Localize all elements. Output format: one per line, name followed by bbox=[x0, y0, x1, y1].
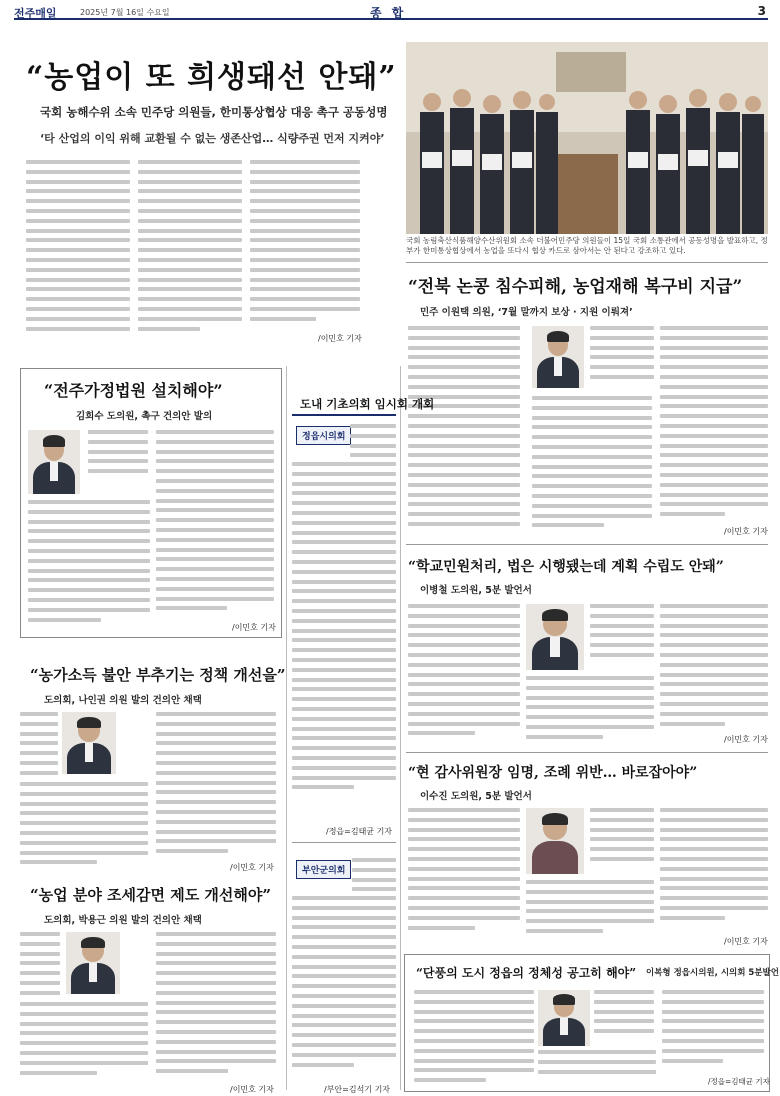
city-body-col2a bbox=[594, 990, 654, 1046]
flood-headline: “전북 논콩 침수피해, 농업재해 복구비 지급” bbox=[408, 277, 743, 297]
flood-body-col2b bbox=[532, 396, 652, 536]
press-conference-photo bbox=[406, 42, 768, 234]
school-body-col1 bbox=[408, 604, 520, 744]
school-reporter: /이민호 기자 bbox=[724, 735, 768, 744]
school-body-col2b bbox=[526, 676, 654, 746]
city-body-col3 bbox=[662, 990, 764, 1070]
school-byline: 이병철 도의원, 5분 발언서 bbox=[420, 585, 532, 596]
audit-byline: 이수진 도의원, 5분 발언서 bbox=[420, 791, 532, 802]
politician-portrait-lee-soojin bbox=[526, 808, 584, 874]
buan-reporter: /부안=김석기 기자 bbox=[324, 1085, 391, 1094]
flood-body-col3 bbox=[660, 326, 768, 526]
audit-body-col2a bbox=[590, 808, 654, 868]
farm-income-headline: “농가소득 불안 부추기는 정책 개선을” bbox=[30, 666, 286, 684]
farm-income-body-col2 bbox=[156, 712, 276, 862]
farm-income-body-top bbox=[20, 712, 58, 782]
audit-headline: “현 감사위원장 임명, 조례 위반… 바로잡아야” bbox=[408, 765, 698, 781]
divider bbox=[406, 262, 768, 263]
city-headline: “단풍의 도시 정읍의 정체성 공고히 해야” bbox=[416, 966, 637, 980]
farm-tax-headline: “농업 분야 조세감면 제도 개선해야” bbox=[30, 886, 272, 904]
family-court-byline: 김희수 도의원, 촉구 건의안 발의 bbox=[76, 411, 213, 422]
school-headline: “학교민원처리, 법은 시행됐는데 계획 수립도 안돼” bbox=[408, 559, 724, 575]
newspaper-logo: 전주매일 bbox=[14, 7, 57, 20]
column-divider bbox=[286, 366, 287, 1090]
farm-tax-body-top bbox=[20, 932, 60, 1002]
farm-tax-body-col2 bbox=[156, 932, 276, 1082]
issue-date: 2025년 7월 16일 수요일 bbox=[80, 8, 170, 17]
buan-council-tag: 부안군의회 bbox=[296, 860, 351, 879]
farm-income-byline: 도의회, 나인권 의원 발의 건의안 채택 bbox=[44, 695, 202, 706]
divider bbox=[406, 544, 768, 545]
council-body-jeongeup bbox=[292, 462, 396, 796]
family-court-headline: “전주가정법원 설치해야” bbox=[44, 381, 223, 400]
council-body-top bbox=[350, 424, 396, 460]
audit-reporter: /이민호 기자 bbox=[724, 937, 768, 946]
politician-portrait-park-yonggeun bbox=[66, 932, 120, 994]
jeongeup-reporter: /정읍=김태균 기자 bbox=[326, 827, 393, 836]
politician-portrait-lee-byungchul bbox=[526, 604, 584, 670]
city-body-col1 bbox=[414, 990, 534, 1082]
farm-tax-body-col1 bbox=[20, 1002, 148, 1082]
audit-body-col2b bbox=[526, 880, 654, 940]
lead-subhead: 국회 농해수위 소속 민주당 의원들, 한미통상협상 대응 촉구 공동성명 bbox=[40, 105, 388, 119]
flood-reporter: /이민호 기자 bbox=[724, 527, 768, 536]
lead-reporter: /이민호 기자 bbox=[318, 334, 362, 343]
family-court-body-col2 bbox=[156, 430, 274, 620]
farm-income-reporter: /이민호 기자 bbox=[230, 863, 274, 872]
masthead bbox=[14, 4, 768, 20]
divider bbox=[406, 752, 768, 753]
politician-portrait-lee-wontaek bbox=[532, 326, 584, 388]
lead-body-col2 bbox=[138, 160, 242, 340]
press-conference-image bbox=[406, 42, 768, 234]
jeongeup-council-tag: 정읍시의회 bbox=[296, 426, 351, 445]
lead-headline: “농업이 또 희생돼선 안돼” bbox=[26, 60, 397, 95]
section-title: 종 합 bbox=[370, 6, 407, 20]
lead-body-col1 bbox=[26, 160, 130, 340]
politician-portrait-lee-bokhyung bbox=[538, 990, 590, 1046]
family-court-reporter: /이민호 기자 bbox=[232, 623, 276, 632]
family-court-body-top bbox=[88, 430, 148, 484]
column-divider bbox=[400, 366, 401, 1090]
divider bbox=[292, 842, 396, 843]
farm-tax-reporter: /이민호 기자 bbox=[230, 1085, 274, 1094]
photo-caption: 국회 농림축산식품해양수산위원회 소속 더불어민주당 의원들이 15일 국회 소통관에서 공동성명을 발표하고, 정부가 한미통상협상에서 농업을 또다시 협상 카드로 삼아서는 안 된다고 강조하고 있다. bbox=[406, 236, 768, 255]
flood-byline: 민주 이원택 의원, ‘7월 말까지 보상 · 지원 이뤄져’ bbox=[420, 307, 633, 318]
audit-body-col1 bbox=[408, 808, 520, 938]
farm-tax-byline: 도의회, 박용근 의원 발의 건의안 채택 bbox=[44, 915, 202, 926]
politician-portrait-na-inkwon bbox=[62, 712, 116, 774]
city-reporter: /정읍=김태균 기자 bbox=[708, 1077, 770, 1086]
lead-body-col3 bbox=[250, 160, 360, 330]
farm-income-body-col1 bbox=[20, 782, 148, 872]
flood-body-col2a bbox=[590, 326, 654, 386]
audit-body-col3 bbox=[660, 808, 768, 928]
council-body-buan bbox=[292, 896, 396, 1082]
divider bbox=[292, 414, 396, 416]
flood-body-col1 bbox=[408, 326, 520, 536]
page-number: 3 bbox=[757, 4, 766, 18]
city-byline: 이복형 정읍시의원, 시의회 5분발언 bbox=[646, 968, 779, 978]
buan-body-top bbox=[352, 858, 396, 894]
council-headline: 도내 기초의회 임시회 개회 bbox=[300, 397, 435, 411]
school-body-col3 bbox=[660, 604, 768, 734]
lead-kicker: ‘타 산업의 이익 위해 교환될 수 없는 생존산업… 식량주권 먼저 지켜야’ bbox=[40, 132, 385, 145]
city-body-col2b bbox=[538, 1050, 656, 1082]
politician-portrait-kim-heesoo bbox=[28, 430, 80, 494]
family-court-body-col1 bbox=[28, 500, 150, 630]
school-body-col2a bbox=[590, 604, 654, 664]
